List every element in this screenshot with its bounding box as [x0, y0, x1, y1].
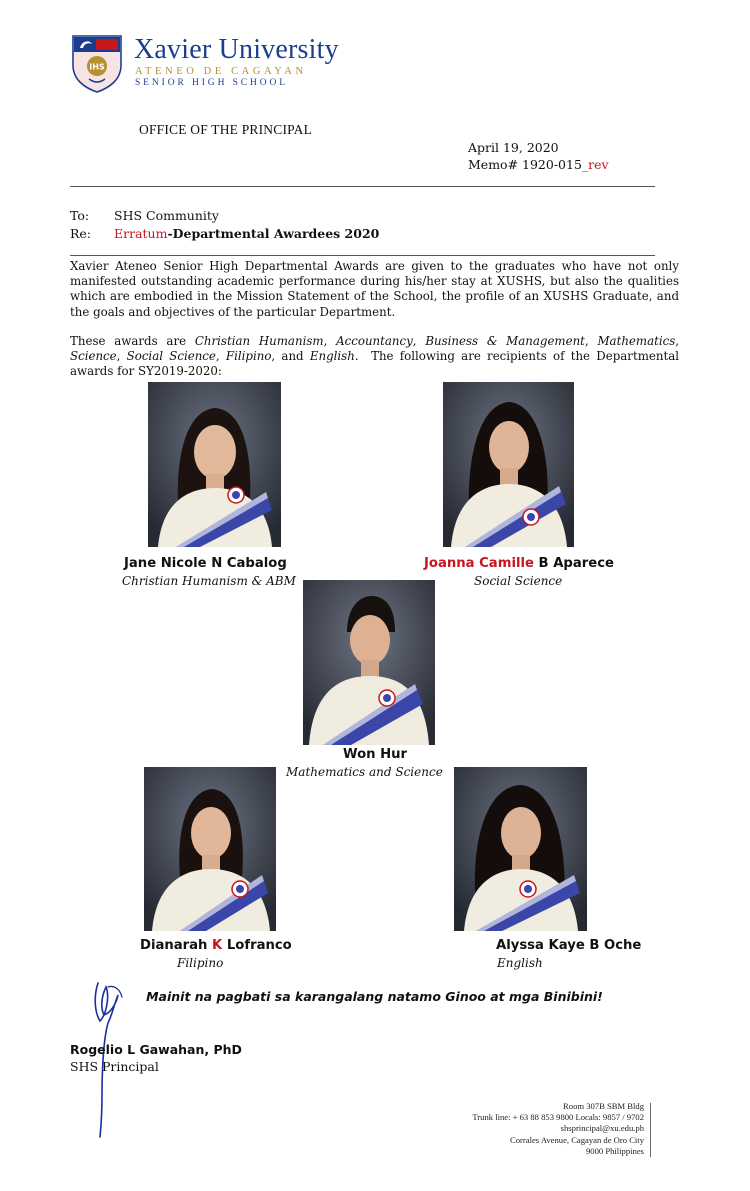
awardee-photo-aparece: [443, 382, 574, 547]
footer-street: Corrales Avenue, Cagayan de Oro City: [510, 1134, 644, 1145]
footer-city: 9000 Philippines: [585, 1145, 644, 1156]
footer-email: shsprincipal@xu.edu.ph: [560, 1123, 644, 1134]
awardee-name-hur: Won Hur: [343, 747, 408, 762]
re-label: Re:: [70, 226, 92, 241]
awardee-photo-oche: [454, 767, 587, 931]
awardee-dept-cabalog: Christian Humanism & ABM: [122, 574, 296, 588]
seal-text: IHS: [89, 62, 105, 72]
awardee-dept-aparece: Social Science: [474, 574, 563, 588]
awardee-name-lofranco: Dianarah K Lofranco: [140, 938, 292, 953]
footer-phone: Trunk line: + 63 88 853 9800 Locals: 9857 / 9702: [472, 1112, 644, 1123]
school-subtitle: SENIOR HIGH SCHOOL: [135, 78, 289, 88]
revision-suffix: _rev: [581, 157, 609, 172]
handwritten-signature: [88, 975, 128, 1140]
subject-line: Erratum-Departmental Awardees 2020: [114, 226, 380, 241]
awardee-dept-oche: English: [497, 956, 543, 970]
awardee-photo-cabalog: [148, 382, 281, 547]
university-subtitle: ATENEO DE CAGAYAN: [135, 66, 307, 77]
memo-number: Memo# 1920-015_rev: [468, 157, 609, 172]
awardee-name-oche: Alyssa Kaye B Oche: [496, 938, 642, 953]
header-divider: [70, 186, 655, 187]
subject-divider: [70, 255, 655, 256]
signatory-title: SHS Principal: [70, 1059, 159, 1074]
to-value: SHS Community: [114, 208, 219, 223]
university-seal-logo: [72, 35, 122, 93]
to-label: To:: [70, 208, 90, 223]
memo-date: April 19, 2020: [468, 140, 559, 155]
signatory-name: Rogelio L Gawahan, PhD: [70, 1042, 242, 1057]
footer-room: Room 307B SBM Bldg: [563, 1101, 644, 1111]
erratum-label: Erratum: [114, 226, 168, 241]
intro-paragraph: Xavier Ateneo Senior High Departmental Awards are given to the graduates who have not only manifested outstanding academic performance during his/her stay at XUSHS, but also the qualities which are embodied in the Mission Statement of the School, the profile of an XUSHS Graduate, and the goals and objectives of the particular Department.: [70, 259, 679, 319]
congratulatory-message: Mainit na pagbati sa karangalang natamo Ginoo at mga Binibini!: [146, 989, 603, 1004]
awardee-name-cabalog: Jane Nicole N Cabalog: [124, 556, 287, 571]
contact-footer: [430, 1101, 644, 1157]
footer-divider: [650, 1103, 651, 1157]
awardee-photo-lofranco: [144, 767, 276, 931]
awardee-name-aparece: Joanna Camille B Aparece: [424, 556, 614, 571]
office-heading: OFFICE OF THE PRINCIPAL: [139, 122, 313, 137]
university-name: Xavier University: [134, 34, 339, 65]
awardee-photo-hur: [303, 580, 435, 745]
awardee-dept-hur: Mathematics and Science: [286, 765, 443, 779]
awardee-dept-lofranco: Filipino: [177, 956, 224, 970]
awards-paragraph: These awards are Christian Humanism, Accountancy, Business & Management, Mathematics, Science, Social Science, Filipino, and English. The following are recipients of the Departmental awards for SY2019-2020:: [70, 334, 680, 379]
